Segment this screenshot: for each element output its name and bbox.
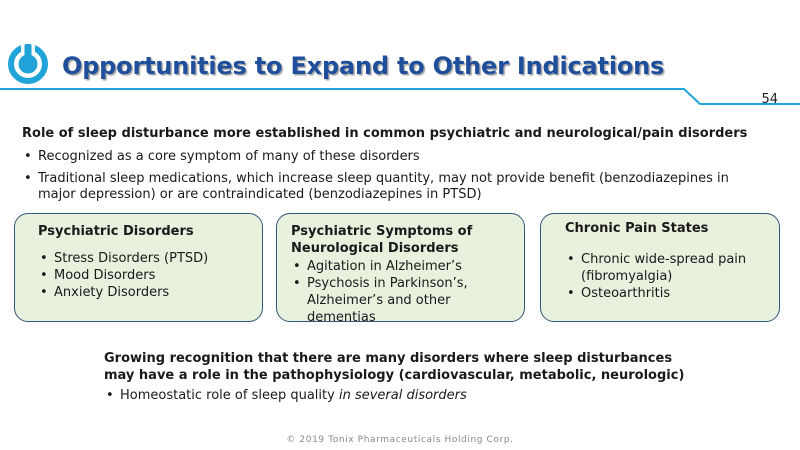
slide-title: Opportunities to Expand to Other Indications [62,52,665,80]
chronic-pain-box [540,213,780,322]
growing-bullet-list [104,388,467,403]
box-list [291,258,518,326]
intro-heading: Role of sleep disturbance more established in common psychiatric and neurological/pain disorders [22,126,748,141]
box-title: Chronic Pain States [565,221,709,236]
box-title: Psychiatric Symptoms of Neurological Disorders [291,224,473,256]
box-title: Psychiatric Disorders [38,224,194,239]
header-divider [0,84,800,108]
list-item: • Chronic wide-spread pain (fibromyalgia) [565,251,771,285]
copyright-footer: © 2019 Tonix Pharmaceuticals Holding Corp. [286,435,514,445]
growing-recognition-heading: Growing recognition that there are many disorders where sleep disturbances may have a role in the pathophysiology (cardiovascular, metabolic, neurologic) [104,351,685,383]
list-item: • Anxiety Disorders [38,284,262,301]
list-item: • Stress Disorders (PTSD) [38,250,262,267]
list-item: • Agitation in Alzheimer’s [291,258,518,275]
psychiatric-disorders-box [14,213,263,322]
intro-bullet: • Traditional sleep medications, which increase sleep quantity, may not provide benefit (benzodiazepines in major depression) or are contraindicated (benzodiazepines in PTSD) [22,171,762,203]
bullet-text: Homeostatic role of sleep quality [120,388,339,403]
box-list [565,251,771,302]
list-item: • Psychosis in Parkinson’s, Alzheimer’s and other dementias [291,275,518,326]
growing-bullet [104,388,467,403]
page-number: 54 [761,92,778,107]
intro-bullet-list [22,149,762,209]
neurological-disorders-box [276,213,525,325]
list-item: • Osteoarthritis [565,285,771,302]
intro-bullet: • Recognized as a core symptom of many of these disorders [22,149,762,165]
bullet-emphasis: in several disorders [338,388,467,403]
list-item: • Mood Disorders [38,267,262,284]
power-button-logo-icon [6,40,50,84]
box-list [38,250,262,301]
